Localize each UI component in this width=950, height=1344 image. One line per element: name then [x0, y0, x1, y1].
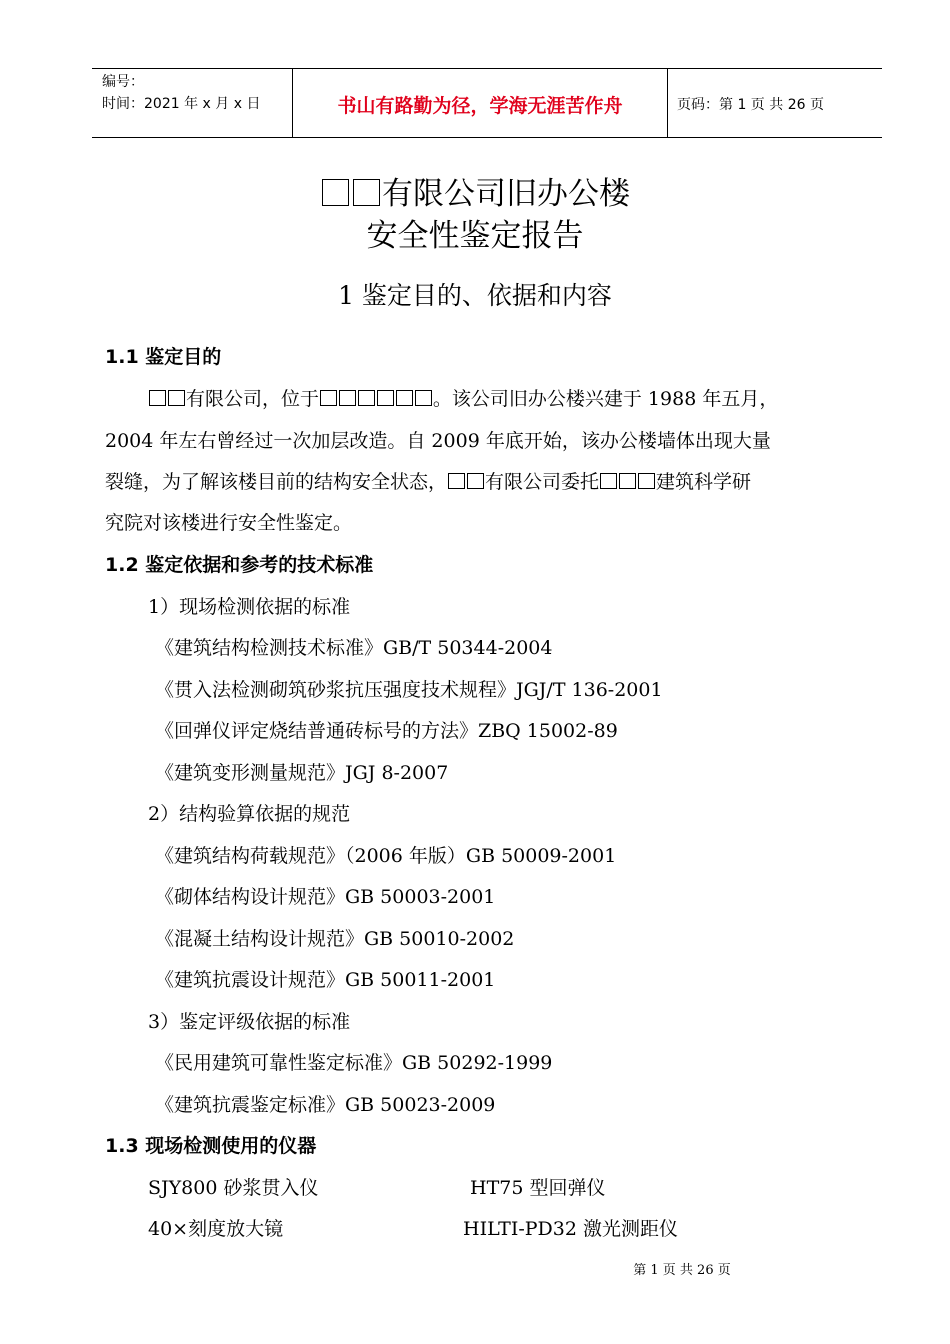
section-1-3-heading: 1.3 现场检测使用的仪器	[105, 1135, 317, 1157]
header-motto: 书山有路勤为径，学海无涯苦作舟	[337, 95, 623, 117]
redacted-box-icon	[322, 179, 349, 206]
standard-list-item: 《建筑抗震鉴定标准》GB 50023-2009	[155, 1094, 496, 1116]
standard-list-item: 《民用建筑可靠性鉴定标准》GB 50292-1999	[155, 1052, 553, 1074]
page-footer: 第 1 页 共 26 页	[633, 1263, 731, 1278]
redacted-box-icon	[415, 390, 431, 406]
para-text: 有限公司委托	[484, 471, 599, 493]
section-1-1-para-line3	[105, 467, 751, 494]
section-1-1-para-line2: 2004 年左右曾经过一次加层改造。自 2009 年底开始，该办公楼墙体出现大量	[105, 430, 771, 452]
para-text: 裂缝，为了解该楼目前的结构安全状态，	[105, 471, 448, 493]
section-1-1-para-line1	[148, 384, 778, 411]
time-label: 时间：2021 年 x 月 x 日	[102, 96, 261, 112]
title-line1-text: 有限公司旧办公楼	[381, 176, 630, 212]
redacted-box-icon	[396, 390, 412, 406]
standard-list-item: 《回弹仪评定烧结普通砖标号的方法》ZBQ 15002-89	[155, 720, 618, 742]
standard-list-item: 《建筑结构检测技术标准》GB/T 50344-2004	[155, 637, 553, 659]
chapter-heading: 1 鉴定目的、依据和内容	[338, 281, 612, 310]
redacted-box-icon	[353, 179, 380, 206]
para-text: 有限公司，位于	[185, 388, 319, 410]
standard-list-item: 3）鉴定评级依据的标准	[148, 1011, 351, 1033]
report-title-line1	[0, 168, 950, 213]
redacted-box-icon	[377, 390, 393, 406]
page-info: 页码：第 1 页 共 26 页	[677, 97, 824, 113]
report-title-line2: 安全性鉴定报告	[366, 218, 584, 254]
standard-list-item: 2）结构验算依据的规范	[148, 803, 351, 825]
instrument-item: HILTI-PD32 激光测距仪	[463, 1218, 678, 1240]
standard-list-item: 《贯入法检测砌筑砂浆抗压强度技术规程》JGJ/T 136-2001	[155, 679, 663, 701]
para-text: 。该公司旧办公楼兴建于 1988 年五月，	[432, 388, 779, 410]
redacted-box-icon	[339, 390, 355, 406]
serial-label: 编号：	[102, 74, 144, 90]
standard-list-item: 1）现场检测依据的标准	[148, 596, 351, 618]
redacted-box-icon	[320, 390, 336, 406]
redacted-box-icon	[358, 390, 374, 406]
section-1-1-heading: 1.1 鉴定目的	[105, 346, 222, 368]
redacted-box-icon	[149, 390, 165, 406]
instrument-item: 40×刻度放大镜	[148, 1218, 284, 1240]
page-header	[92, 68, 882, 138]
redacted-box-icon	[619, 473, 635, 489]
redacted-box-icon	[168, 390, 184, 406]
section-1-2-heading: 1.2 鉴定依据和参考的技术标准	[105, 554, 374, 576]
standard-list-item: 《建筑结构荷载规范》（2006 年版）GB 50009-2001	[155, 845, 617, 867]
standard-list-item: 《建筑变形测量规范》JGJ 8-2007	[155, 762, 449, 784]
standard-list-item: 《砌体结构设计规范》GB 50003-2001	[155, 886, 496, 908]
section-1-1-para-line4: 究院对该楼进行安全性鉴定。	[105, 512, 353, 534]
redacted-box-icon	[467, 473, 483, 489]
header-left-cell	[92, 69, 292, 137]
redacted-box-icon	[600, 473, 616, 489]
standard-list-item: 《建筑抗震设计规范》GB 50011-2001	[155, 969, 496, 991]
header-right-cell	[667, 69, 882, 137]
instrument-item: HT75 型回弹仪	[470, 1177, 606, 1199]
instrument-item: SJY800 砂浆贯入仪	[148, 1177, 319, 1199]
header-motto-cell	[292, 69, 668, 137]
redacted-box-icon	[638, 473, 654, 489]
para-text: 建筑科学研	[655, 471, 751, 493]
redacted-box-icon	[448, 473, 464, 489]
standard-list-item: 《混凝土结构设计规范》GB 50010-2002	[155, 928, 515, 950]
